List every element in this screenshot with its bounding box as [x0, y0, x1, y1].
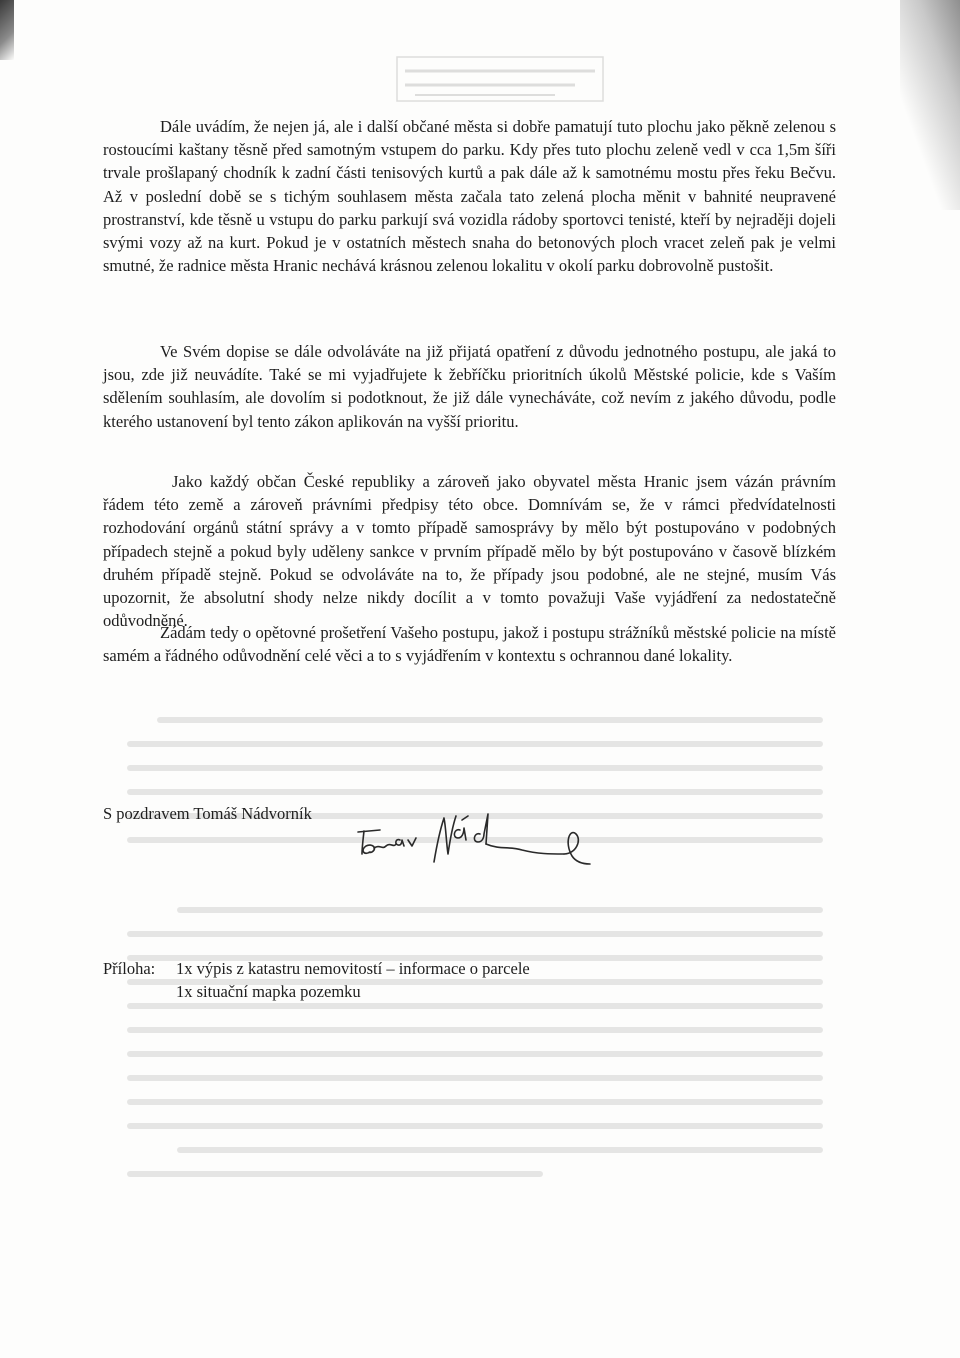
body-paragraph-3: Jako každý občan České republiky a zároveň jako obyvatel města Hranic jsem vázán právním řádem této země a zároveň právními předpisy této obce. Domnívám se, že v rámci předvídatelnosti rozhodování orgánů státní správy a v tomto případě samosprávy by mělo být postupováno v podobných případech stejně a pokud byly uděleny sankce v prvním případě mělo by být postupováno v časově blízkém druhém případě stejně. Pokud se odvoláváte na to, že případy jsou podobné, ale ne stejné, musím Vás upozornit, že absolutní shody nelze nikdy docílit a v tomto považuji Vaše vyjádření za nedostatečně odůvodněné. [103, 472, 836, 631]
bleed-through-stamp [395, 55, 605, 103]
body-paragraph-1: Dále uvádím, že nejen já, ale i další občané města si dobře pamatují tuto plochu jako pěkně zelenou s rostoucími kaštany těsně před samotným vstupem do parku. Kdy přes tuto plochu zeleně vedl v cca 1,5m šíři trvale prošlapaný chodník k zadní části tenisových kurtů a pak dále až k samotnému mostu přes řeku Bečvu. Až v poslední době se s tichým souhlasem města začala tato zelená plocha měnit v bahnité neupravené prostranství, kde těsně u vstupu do parku parkují svá vozidla rádoby sportovci tenisté, kteří by nejraději dojeli svými vozy až na kurt. Pokud je v ostatních městech snaha do betonových ploch vracet zeleň pak je velmi smutné, že radnice města Hranic nechává krásnou zelenou lokalitu v okolí parku dobrovolně pustošit. [103, 117, 836, 276]
attachments-list [103, 957, 530, 1003]
attachments-label: Příloha: [103, 959, 156, 978]
attachment-item: 1x situační mapka pozemku [176, 982, 361, 1001]
body-paragraph-4: Žádám tedy o opětovné prošetření Vašeho postupu, jakož i postupu strážníků městské policie na místě samém a řádného odůvodnění celé věci a to s vyjádřením v kontextu s ochrannou dané lokality. [103, 623, 836, 666]
body-paragraph-2: Ve Svém dopise se dále odvoláváte na již přijatá opatření z důvodu jednotného postupu, ale jaká to jsou, zde již neuvádíte. Také se mi vyjadřujete k žebříčku prioritních úkolů Městské policie, kde s Vaším sdělením souhlasím, ale dovolím si podotknout, že již dále vynecháváte, což nevím z jakého důvodu, podle kterého ustanovení byl tento zákon aplikován na vyšší prioritu. [103, 342, 836, 431]
attachment-item: 1x výpis z katastru nemovitostí – informace o parcele [176, 959, 530, 978]
attachment-row [103, 980, 530, 1003]
handwritten-signature [350, 810, 595, 870]
scan-edge-shadow-left [0, 0, 14, 60]
closing-greeting: S pozdravem Tomáš Nádvorník [103, 804, 312, 823]
scan-edge-shadow-right [900, 0, 960, 210]
attachment-row [103, 957, 530, 980]
bleed-through-text [120, 700, 840, 1180]
